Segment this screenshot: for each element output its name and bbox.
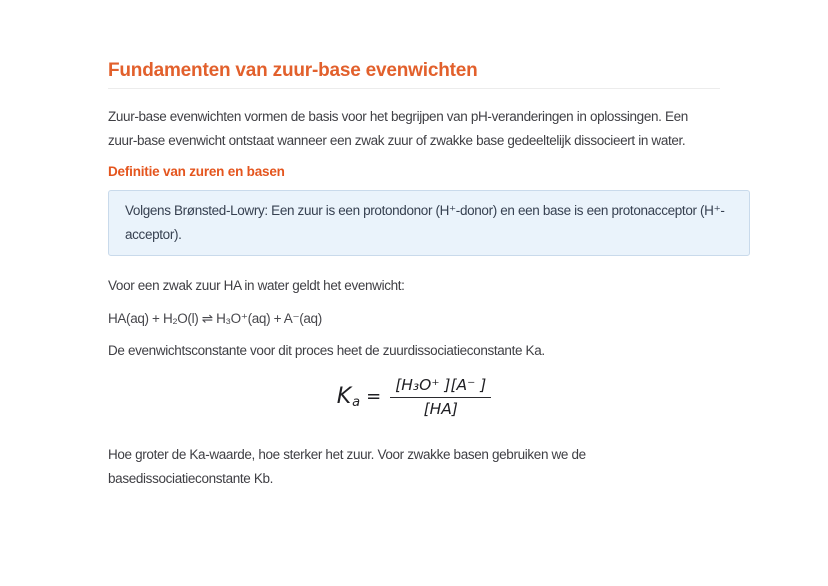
ka-definition-paragraph: De evenwichtsconstante voor dit proces heet de zuurdissociatieconstante Ka.: [108, 343, 545, 358]
formula-symbol-subscript: a: [352, 395, 361, 410]
formula-denominator: [HA]: [390, 397, 491, 419]
page-title: Fundamenten van zuur-base evenwichten: [108, 58, 720, 89]
section-heading: Definitie van zuren en basen: [108, 164, 285, 179]
formula-numerator: [H₃O⁺ ][A⁻ ]: [395, 375, 487, 394]
article: [108, 58, 725, 491]
definition-callout: [108, 190, 750, 256]
chemical-equation: HA(aq) + H₂O(l) ⇌ H₃O⁺(aq) + A⁻(aq): [108, 311, 322, 326]
closing-paragraph: Hoe groter de Ka-waarde, hoe sterker het zuur. Voor zwakke basen gebruiken we de basedissociatieconstante Kb.: [108, 447, 586, 486]
formula-fraction: [390, 376, 491, 419]
ka-formula: [108, 373, 720, 421]
equilibrium-intro-paragraph: Voor een zwak zuur HA in water geldt het evenwicht:: [108, 278, 405, 293]
intro-paragraph: Zuur-base evenwichten vormen de basis voor het begrijpen van pH-veranderingen in oplossingen. Een zuur-base evenwicht ontstaat wanneer een zwak zuur of zwakke base gedeeltelijk dissocieert in water.: [108, 109, 688, 148]
formula-equals-sign: =: [366, 386, 382, 407]
formula-symbol: K: [336, 384, 352, 409]
callout-text: Volgens Brønsted-Lowry: Een zuur is een protondonor (H⁺-donor) en een base is een protonacceptor (H⁺-acceptor).: [125, 203, 725, 242]
